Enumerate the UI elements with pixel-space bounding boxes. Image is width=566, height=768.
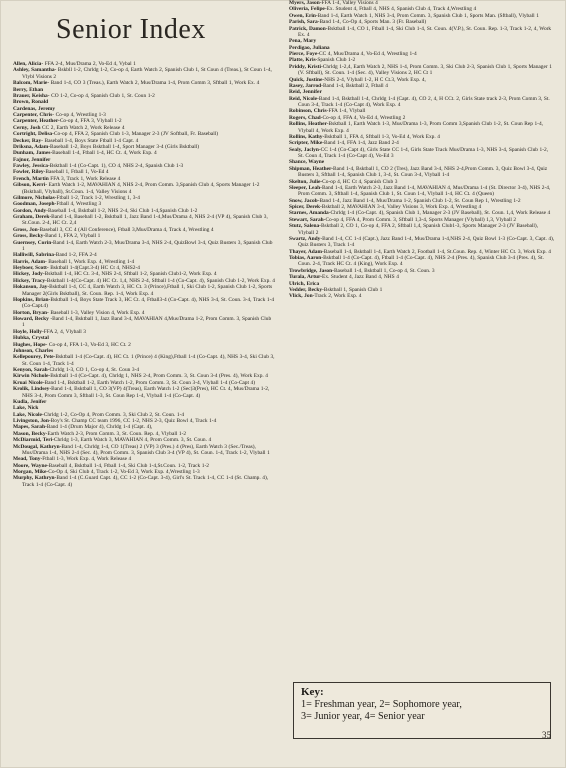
- student-name: Guernsey, Corin-: [13, 239, 54, 246]
- student-name: Thayer, Adam-: [289, 248, 324, 255]
- page-number: 35: [542, 730, 551, 740]
- activity-list: Co-op 4, FFA 1-3, Vo-Ed 3, HC Ct. 2: [47, 341, 131, 348]
- index-entry: [289, 96, 555, 109]
- index-entry: [13, 67, 275, 80]
- activity-list: Co-op 4, FFA 4, Vo-Ed 4, Wrestling 2: [322, 114, 406, 121]
- student-name: Swartz, Andy-: [289, 235, 323, 242]
- activity-list: Band 1-4, Earth Watch 1, NHS 3-4, Prom Comm. 3, Spanish Club 1, Sports Man. (Sftball), Vlyball 1: [317, 12, 539, 19]
- student-name: Ulrich, Erica: [289, 280, 320, 287]
- student-name: Mead, Tony-: [13, 456, 43, 463]
- student-name: Brauer, Keisha-: [13, 92, 50, 99]
- activity-list: Bsktball 1-4 (Co-Capt. 4), Chrldg 1, NHS 2-4, Prom Comm. 3, St. Coun 3-4 (Pres. 4), Work Exp. 4: [50, 373, 268, 380]
- student-name: Carpenter, Chris-: [13, 112, 55, 118]
- student-name: Gordon, Andy-: [13, 207, 48, 214]
- student-name: Scripter, Mike-: [289, 140, 325, 147]
- index-entry: [289, 147, 555, 160]
- student-name: Morgan, Mike-: [13, 469, 49, 475]
- student-name: Cerny, Josh: [13, 124, 41, 131]
- activity-list: Bsktball 1-4, HC Ct. 3-4, NHS 2-4, Sftball 1-2, Spanish Club1-2, Work Exp. 4: [44, 271, 217, 278]
- activity-list: Baseball 1-4, Bsktball 1-4, Earth Watch 2, Football 1-4, St.Coun. Rep. 4, Winter HC Ct. 3, Work Exp. 4: [323, 248, 552, 255]
- student-name: Livingston, Jon-: [13, 418, 51, 424]
- student-name: McDougal, Kathryn-: [13, 443, 62, 450]
- activity-list: FFA 2-4, Mus/Drama 2, Vo-Ed 4, Vybal 1: [43, 61, 136, 67]
- student-name: Lake, Nicole-: [13, 411, 44, 418]
- student-name: Gross, Jon-: [13, 226, 40, 233]
- activity-list: Baseball 1-3, Valley Vision 4, Work Exp. 4: [48, 309, 145, 316]
- activity-list: Band 1, FFA 2, Vlyball 1: [45, 233, 101, 240]
- activity-list: Bsktball 1-4 (Co-Capt. 4), Ftball 1-4 (Co-Capt. 4), NHS 2-4 (Pres. 4), Spanish Club 3-4 (Pres. 4), St. Coun. 2-4, Track HC Ct. 4 (King), Work Exp. 4: [298, 255, 544, 268]
- student-name: Oliveria, Felipe-: [289, 6, 327, 13]
- page-title: Senior Index: [56, 14, 206, 45]
- index-entry: [13, 475, 275, 488]
- student-name: Sealy, Jaclyn-: [289, 146, 321, 153]
- key-title: Key:: [301, 686, 324, 698]
- index-entry: [289, 293, 555, 299]
- student-name: Hokanson, Jay-: [13, 284, 50, 291]
- activity-list: Band 1-4, Co-Op 4, Sports Man. 3 (Fr. Baseball): [319, 19, 427, 26]
- student-name: Graham, Derek-: [13, 214, 52, 220]
- student-name: Driksna, Adam-: [13, 143, 51, 150]
- activity-list: FFA 2, 4, Vlyball 3: [43, 328, 86, 335]
- student-name: Mason, Becky-: [13, 430, 48, 437]
- student-name: Skelton, Julie-: [289, 178, 323, 185]
- activity-list: Baseball 1-4, Boys State Ftball 1-4 Capt. 4: [42, 137, 139, 144]
- index-entry: [289, 236, 555, 249]
- activity-list: -Band 1-4, Bsktball 1, Jazz Band 3-4, MAVAHIAN 4,Mus/Drama 1-2, Prom Comm. 3, Spanish Club 1: [22, 316, 272, 329]
- student-name: Horton, Bryan-: [13, 309, 49, 316]
- index-entry: [13, 444, 275, 457]
- student-name: Carpenter, Heather-: [13, 118, 60, 125]
- student-name: Hickey, Jody-: [13, 271, 45, 278]
- student-name: Balcom, Marie-: [13, 80, 50, 87]
- student-name: Decker, Ray-: [13, 137, 43, 144]
- activity-list: Band 1-4, Bsktball 1-2, Earth Watch 1-2, Prom Comm. 3, St. Coun 3-4, Vlyball 1-4 (Co-Capt 4): [44, 379, 256, 386]
- activity-list: Baseball 1, Ftball 1, Vo-Ed 4: [45, 169, 109, 176]
- activity-list: Bsktball 1-4, Boys State Track 3, HC Ct. 4, Ftball3-4 (Co-Capt. 4), NHS 3-4, St. Coun. 3-4, Track 1-4 (Co-Capt.4): [22, 296, 275, 310]
- student-name: Fawley, Jessica-: [13, 163, 50, 169]
- student-name: Platte, Kris-: [289, 57, 318, 64]
- activity-list: Bsktball 1-4, CC 4, Earth Watch 3, HC Ct. 3 (Prince),Ftball 1, Ski Club 1-2, Spanish Club 1-2, Sports Manager 2(Girls Bsktball), St. Coun. Rep. 1-4, Work Exp. 4: [22, 284, 273, 297]
- student-name: Gilmore, Nicholas-: [13, 194, 57, 201]
- student-name: Starnes, Amanda-: [289, 210, 331, 217]
- index-entry: [13, 297, 275, 310]
- activity-list: Baseball 1-4, Bsktball 1, Co-op 4, St. Coun. 3: [333, 267, 435, 274]
- student-name: McDiarmid, Teri-: [13, 437, 54, 444]
- activity-list: Chrldg 1-4 (Co-Capt. 4), Spanish Club 1, Manager 2-3 (JV Baseball), St. Coun. 1,4, Work Release 4: [330, 210, 551, 217]
- activity-list: Bsktball 1, Earth Watch 1-3, Mus/Drama 1-3, Prom Comm 3,Spanish Club 1-2, St. Coun Rep 1-4, Vlyball 4, Work Exp. 4: [298, 121, 544, 134]
- student-name: Hubka, Crystal: [13, 335, 49, 342]
- activity-list: FFA 1-4, Valley Visions 4: [321, 0, 378, 6]
- student-name: Reid, Nicole-: [289, 95, 319, 102]
- student-name: Stewart, Sarah-: [289, 216, 326, 223]
- student-name: Hopkins, Brian-: [13, 296, 51, 303]
- student-name: Spicer, Derek-: [289, 204, 322, 210]
- activity-list: Baseball 1-2, Boys Bsktball 1-4, Sport Manager 3-4 (Girls Bsktball): [50, 143, 200, 150]
- activity-list: Chrldg 1-3, CO 1, Co-op 4, St. Coun 3-4: [49, 367, 140, 373]
- activity-list: Bsktball 1-4 (Co-Capt. 1), CO 4, NHS 2-4, Spanish Club 1-3: [49, 163, 184, 169]
- index-entry: [13, 182, 275, 195]
- student-name: Hickey, Tracy-: [13, 277, 47, 284]
- activity-list: Band 1-4, Earth Watch 2-3, Jazz Band 1-4, MAVAHIAN 4, Mus/Drama 1-4 (St. Director 3-4), NHS 2-4, Prom Comm. 3, Sftball 1-4, Spanish Club 1, St. Coun 1-4, Vlyball 1-4, HC Ct. 4 (Queen): [298, 184, 551, 198]
- student-name: Quick, Justine-: [289, 76, 325, 83]
- index-entry: [13, 386, 275, 399]
- student-name: Stutz, Salena-: [289, 223, 321, 230]
- activity-list: Co-op 4, HC Ct 4, Spanish Club 3: [322, 178, 398, 185]
- student-name: Gibson, Kerri-: [13, 182, 48, 189]
- student-name: Berry, Ethan: [13, 86, 44, 93]
- student-name: Allen, Alicia-: [13, 61, 44, 67]
- activity-list: Band 1-4, Bsktball 1, CO 3(VP) 4(Treas), Earth Watch 1-2 (Sec)3(Pres), HC Ct. 4, Mus/Drama 1-2, NHS 3-4, Prom Comm 3, Sftball 1-3, St. Coun Rep 1-4, Vlyball 1-4 (Co-Capt. 4): [22, 386, 270, 399]
- student-name: Howard, Becky: [13, 316, 49, 322]
- student-name: Priddy, Kristi-: [289, 63, 323, 70]
- activity-list: Band 1-2, FFA 2-4: [55, 252, 97, 259]
- student-name: Snow, Jacob-: [289, 197, 320, 204]
- student-name: Sleeper, Leah-: [289, 184, 322, 191]
- activity-list: Bskbll 1-2, Chrldg 1-2, Co-op 4, Earth Watch 2, Spanish Club 1, St Coun 4 (Treas.), St Coun 1-4, Vlybl Visions 2: [22, 67, 272, 80]
- activity-list: Band 1-4 (Drum Major 4), Chrldg 1-4 (Capt. 4),: [46, 424, 153, 431]
- student-name: Gross, Becky-: [13, 233, 46, 240]
- activity-list: Band 1-4, Bsktball 1, CO 2 (Tres), Jazz Band 3-4, NHS 2-4,Prom Comm. 3, Quiz Bowl 3-4, Quiz Busters 3, Sftball 1-4, Spanish Club 1, 3-4, St. Coun 3-4, Vlyball 1-4: [298, 165, 548, 179]
- activity-list: Band 1-4, CO 3 (Treas.), Earth Watch 2, Mus/Drama 1-4, Prom Comm 3, Sftball 1, Work Ex. 4: [49, 80, 260, 87]
- student-name: Cardenas, Jeremy: [13, 105, 56, 112]
- activity-list: NHS 2-4, Vlyball 1-2, H C Ct.3, Work Exp. 4,: [324, 76, 426, 83]
- activity-list: Band 1-4, Jazz Band 1-4, Mus/Drama 1-2, Spanish Club 1-2, St. Coun Rep 1, Wrestling 1-2: [319, 197, 521, 204]
- student-name: Tobias, Aaron-: [289, 255, 324, 261]
- student-name: Shipman, Heather-: [289, 165, 334, 172]
- student-name: Pierce, Foye-: [289, 51, 320, 57]
- student-name: Fajnor, Jennifer: [13, 156, 51, 163]
- activity-list: Co-op 4, FFA 4, Prom Comm. 3, Sftball 1,3-4, Sports Manager (Vlyball) 1,3, Vlyball 2: [325, 216, 517, 223]
- student-name: Kruai Nicole-: [13, 379, 45, 386]
- student-name: Moore, Wayne-: [13, 462, 49, 469]
- student-name: Kenyon, Sarah-: [13, 367, 50, 373]
- index-entry: [13, 354, 275, 367]
- student-name: Kellepourey, Pete-: [13, 354, 56, 361]
- activity-list: Baseball 1, Work Exp. 4, Wrestling 1-4: [46, 258, 135, 265]
- student-name: Vlick, Jon-: [289, 293, 315, 300]
- activity-list: Bsktball 2, MAVAHIAN 3-4, Valley Visions 3, Work Exp. 4, Wrestling 4: [321, 204, 482, 210]
- student-name: Kudla, Jenifer: [13, 398, 47, 405]
- student-name: Kirwin Nichole-: [13, 373, 51, 380]
- activity-list: CC 2, Earth Watch 2, Work Release 4: [40, 124, 125, 131]
- student-name: Rogers, Chad-: [289, 114, 323, 121]
- activity-list: CO 1-2, Co-op 4, Spanish Club 1, St. Coun 1-2: [49, 92, 155, 99]
- student-name: Murphy, Kathryn-: [13, 475, 57, 482]
- student-name: Robinson, Chris-: [289, 108, 329, 115]
- activity-list: CC 1-4 (Co-Capt 4), Girls State CC 1-4, Girls State Track Mus/Drama 1-3, NHS 3-4, Spanish Club 1-2, St. Coun 4, Track 1-4 (Co-Capt 4), Vo-Ed 3: [298, 146, 549, 159]
- activity-list: Chrldg 1-2,4, Earth Watch 2, NHS 1-4, Prom Comm. 3, Ski Club 2-3, Spanish Club 1, Sports Manager 1 (V. Sftball), St. Coun. 1-4 (Sec. 4), Valley Visions 2, HC Ct 1: [298, 63, 552, 77]
- activity-list: Spanish Club 1-2: [317, 57, 356, 64]
- student-name: Lake, Nick: [13, 405, 39, 412]
- activity-list: Baseball 1-4, Bsktball 1-2, NHS 2-4, Ski Club 1-4,Spanish Club 1-2: [47, 207, 198, 214]
- activity-list: Ftball 1-3, Work Exp. 4, Work Release 4: [42, 456, 132, 463]
- key-line: 1= Freshman year, 2= Sophomore year,: [301, 698, 462, 710]
- activity-list: Earth Watch 2-3, Prom Comm. 3, St. Coun. Rep. 4, Vlyball 1-2: [47, 430, 187, 437]
- student-name: Goodman, Joseph-: [13, 201, 57, 208]
- index-entry: [13, 316, 275, 329]
- activity-list: Ftball 4, Wrestling 3: [56, 201, 102, 208]
- index-entry: [289, 121, 555, 134]
- student-name: Krolik, Lindsey-: [13, 386, 52, 393]
- activity-list: Baseball 3, CC 4 (All Conference), Ftball 3,Mus/Drama 4, Track 4, Wrestling 4: [39, 226, 214, 233]
- activity-list: Chrldg 1-2, Co-Op 4, Prom Comm. 3, Ski Club 2, St. Coun. 1-4: [43, 411, 185, 418]
- student-name: Rasey, Jarrod-: [289, 82, 323, 89]
- student-name: Harris, Adam-: [13, 258, 47, 265]
- key-line: 3= Junior year, 4= Senior year: [301, 711, 425, 722]
- student-name: Fowler, Riley-: [13, 169, 46, 176]
- student-name: Rollins, Kathy-: [289, 133, 325, 140]
- index-entry: [13, 80, 275, 86]
- student-name: Dunham, James-: [13, 150, 53, 157]
- student-name: Rollins, Heather-: [289, 121, 329, 128]
- index-entry: [289, 166, 555, 179]
- activity-list: Ex. Student 4, Jazz Band 4, NHS 4: [322, 274, 399, 281]
- student-name: Reid, Jennifer: [289, 89, 322, 96]
- activity-list: Co-op 4, FFA 3, Vlyball 1-2: [59, 118, 122, 125]
- student-name: Pena, Mary: [289, 38, 317, 45]
- student-name: Mapes, Sarah-: [13, 424, 47, 431]
- activity-list: Ex. Student 4, Ftball 4, NHS 4, Spanish Club 4, Track 4,Wrestling 4: [326, 6, 477, 13]
- student-name: Trowbridge, Jason-: [289, 267, 334, 274]
- key-box: [293, 682, 551, 739]
- student-name: Hughes, Hope-: [13, 341, 48, 348]
- student-name: Halliwill, Sabrina-: [13, 252, 56, 259]
- index-entry: [289, 26, 555, 39]
- activity-list: Band 1-4 (C.Guard Capt. 4), CC 1-2 (Co-Capt. 3-4), Girl's St. Track 1-4, CC 1-4 (St. Champ. 4), Track 1-4 (Co-Capt. 4): [22, 475, 269, 488]
- student-name: French, Martin: [13, 175, 49, 182]
- activity-list: Bsktball 1-4 (Co-Capt. 4), HC Ct. 1 (Prince) 4 (King),Ftball 1-4 (Co-Capt. 4), NHS 3-4, Ski Club 3, St. Coun 1-4, Track 1-4: [22, 354, 275, 367]
- index-column-left: [13, 61, 275, 488]
- student-name: Patrick, Damon-: [289, 25, 328, 32]
- student-name: Johnson, Charles: [13, 347, 54, 354]
- activity-list: Boy's St. Champ CC team 1996, CC 1-2, NHS 2-3, Quiz Bowl 4, Track 1-4: [50, 418, 217, 424]
- activity-list: Bsktball 2, CO 1, Co-op 4, FFA 2, Sftball 1,4, Spanish Club1-3, Sports Manager 2-3 (JV Baseball), Vlyball 2: [298, 223, 539, 236]
- student-name: Brown, Ronald: [13, 99, 49, 106]
- student-name: Shance, Wayne: [289, 159, 325, 166]
- activity-list: Band 1-4, Baseball 1-2, Bsktball 1, Jazz Band 1-4,Mus/Drama 4, NHS 2-4 (VP 4), Spanish Club 3, St.Coun. 2-4, HC Ct. 2,4: [22, 214, 268, 227]
- index-entry: [13, 240, 275, 253]
- activity-list: Baseball 1-4, Ftball 1-4, HC Ct. 4, Work Exp. 4: [52, 150, 157, 157]
- student-name: Turala, Artur-: [289, 274, 323, 281]
- student-name: Myers, Jason-: [289, 0, 322, 6]
- activity-list: Band 1-4, FFA 1-4, Jazz Band 2-4: [324, 140, 399, 147]
- activity-list: Track 2, Work Exp. 4: [314, 293, 362, 300]
- student-name: Hoyle, Holly-: [13, 328, 44, 335]
- activity-list: Band 1-4, Bsktball 1-4, Chrldg 1-4 (Capt. 4), CO 2, 4, H CCt. 2, Girls State track 2-3, Prom Comm 3, St. Coun 3-4, Track 1-4 (Co-Capt 4), Work Exp. 4: [298, 95, 550, 108]
- activity-list: Band 1-4, Chrldg 1-4, CO 1(Treas) 2 (VP) 3 (Pres.) 4 (Pres), Earth Watch 3 (Sec./Treas), Mus/Drama 1-4, NHS 2-4 (Sec. 4), Prom Comm. 3, Spanish Club 3-4 (VP 4), St. Coun. 1-4, Track 1-2, Vlyball 1: [22, 443, 270, 456]
- index-entry: [289, 255, 555, 268]
- student-name: Cortright, Delisa-: [13, 131, 54, 138]
- activity-list: Bsktball 1-4, CO 1, Ftball 1-4, Ski Club 1-4, St. Coun. 4(V.P.), St. Coun. Rep. 1-3, Track 1-2, 4, Work Ex. 4: [298, 25, 552, 38]
- activity-list: Baseball 4, Bsktball 1-4, Ftball 1-4, Ski Club 1-4,St.Coun. 1-2, Track 1-2: [48, 462, 209, 469]
- activity-list: Band 1-4, Earth Watch 2-3, Mus/Drama 3-4, NHS 2-4, QuizBowl 3-4, Quiz Busters 3, Spanish Club 1: [22, 239, 273, 252]
- activity-list: Co-Op 4, Ski Club 4, Track 1-2, Vo-Ed 3, Work Exp. 4,Wrestling 1-3: [48, 469, 200, 475]
- student-name: Owen, Erin-: [289, 12, 318, 19]
- activity-list: FFA 1-4, Vlyball: [328, 108, 366, 115]
- activity-list: CC 4, Mus/Drama 4, Vo-Ed 4, Wrestling 1-4: [319, 51, 417, 57]
- activity-list: Bsktball 1-4(Co-Capt. 4) HC Ct. 1,4, NHS 2-4, Sftball 1-4 (Co-Capt. 4), Spanish Club 1-2, Work Exp. 4: [46, 277, 275, 284]
- activity-list: FFA 3, Track 1, Work Release 4: [48, 175, 121, 182]
- index-entry: [289, 64, 555, 77]
- activity-list: Band 1-4, Bsktball 2, Ftball 4: [322, 82, 388, 89]
- activity-list: Bsktball 1, FFA 4, Sftball 1-3, Vo-Ed 4, Work Exp. 4: [324, 133, 440, 140]
- activity-list: Bsktball 1, Spanish Club 1: [323, 286, 383, 293]
- student-name: Parish, Sara-: [289, 19, 320, 26]
- index-entry: [13, 284, 275, 297]
- index-column-right: [289, 0, 555, 300]
- index-entry: [13, 214, 275, 227]
- activity-list: Chrldg 1-3, Earth Watch 3, MAVAHIAN 4, Prom Comm. 3, St. Coun. 4: [53, 437, 212, 444]
- activity-list: Band 1-4, CC 1-4 (Capt.), Jazz Band 1-4, Mus/Drama 1-4,NHS 2-4, Quiz Bowl 1-3 (Co-Capt. 3, Capt. 4), Quiz Busters 3, Track 1-4: [298, 235, 555, 249]
- student-name: Heyboer, Scott-: [13, 265, 49, 271]
- activity-list: Co-op 4, FFA 2, Spanish Club 1-3, Manager 2-3 (JV Softball, Fr. Baseball): [53, 131, 218, 138]
- activity-list: Co-op 4, Wrestling 1-3: [54, 112, 106, 118]
- activity-list: Ftball 1-2, Track 1-2, Wrestling 1, 3-4: [56, 194, 140, 201]
- activity-list: Bsktball 1-4(Capt.3-4) HC Ct 4, NHS2-4: [48, 265, 140, 271]
- activity-list: Earth Watch 1-2, MAVAHIAN 4, NHS 2-4, Prom Comm. 3,Spanish Club 4, Sports Manager 1-2 (Bsktball, Vlyball), St.Coun. 1-4, Valley Visions 4: [22, 182, 260, 195]
- student-name: Ashley, Samantha-: [13, 67, 57, 74]
- student-name: Vedder, Becky-: [289, 286, 324, 293]
- index-entry: [289, 223, 555, 236]
- student-name: Perdigao, Juliana: [289, 44, 330, 51]
- index-entry: [289, 185, 555, 198]
